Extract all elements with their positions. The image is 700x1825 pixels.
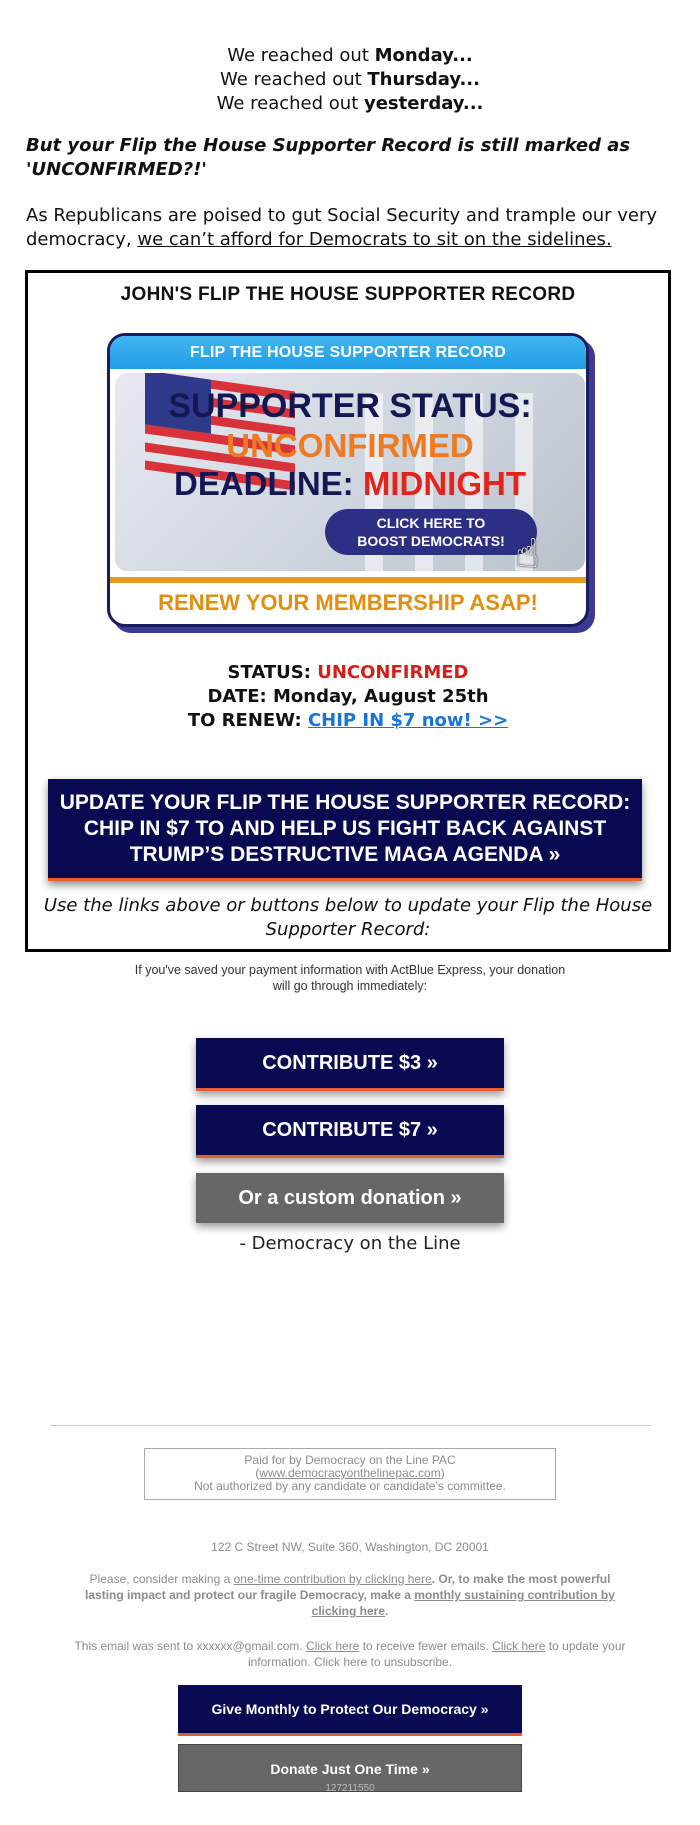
paragraph-underlined: we can’t afford for Democrats to sit on the sidelines. [137,229,612,250]
status-details [28,661,668,733]
express-note-line-1: If you've saved your payment information with ActBlue Express, your donation [134,963,566,977]
email-sent-text [70,1638,630,1670]
paid-for-line: Paid for by Democracy on the Line PAC [244,1453,456,1467]
card-deadline-value: MIDNIGHT [362,465,526,502]
status-label: STATUS: [227,662,318,683]
status-value: UNCONFIRMED [317,662,469,683]
one-time-contribution-link[interactable]: one-time contribution by clicking here [233,1572,432,1586]
record-instructions: Use the links above or buttons below to update your Flip the House Supporter Record: [43,895,653,940]
intro-line-2 [0,68,700,92]
intro-paragraph [26,204,674,252]
intro-line-1 [0,44,700,68]
consider-end: . [385,1604,389,1618]
intro-line-1-prefix: We reached out [227,45,375,66]
update-button-line-3: TRUMP’S DESTRUCTIVE MAGA AGENDA » [129,843,561,866]
paid-for-box [144,1448,556,1500]
paragraph-text: As Republicans are poised to gut Social Security and trample our very democracy, [26,205,658,250]
supporter-record-box [25,270,671,952]
pac-address: 122 C Street NW, Suite 360, Washington, DC 20001 [211,1540,489,1554]
update-button-line-2: CHIP IN $7 TO AND HELP US FIGHT BACK AGAINST [83,817,607,840]
card-deadline-label: DEADLINE: [174,465,363,502]
card-header: FLIP THE HOUSE SUPPORTER RECORD [110,336,586,369]
consider-prefix: Please, consider making a [89,1572,234,1586]
contribute-7-button[interactable]: CONTRIBUTE $7 » [196,1105,504,1158]
email-tracking-code: 127211550 [325,1783,375,1794]
intro-lines [0,44,700,116]
footer-divider [50,1425,650,1426]
express-note-line-2: will go through immediately: [272,979,428,993]
intro-line-3 [0,92,700,116]
pac-website-row: (www.democracyonthelinepac.com) [255,1466,445,1480]
card-unconfirmed-line: UNCONFIRMED [226,427,474,464]
contribute-3-button[interactable]: CONTRIBUTE $3 » [196,1038,504,1091]
sent-middle: to receive fewer emails. [359,1639,493,1653]
intro-line-3-bold: yesterday... [363,93,484,114]
boost-button-line-1: CLICK HERE TO [376,515,486,531]
custom-donation-button[interactable]: Or a custom donation » [196,1173,504,1223]
email-body [0,0,700,252]
update-info-link[interactable]: Click here [492,1639,546,1653]
monthly-contribution-link[interactable]: monthly sustaining contribution by clicking here [311,1588,615,1618]
intro-line-1-bold: Monday... [374,45,473,66]
boost-button-line-2: BOOST DEMOCRATS! [357,533,505,549]
renew-row [28,709,668,733]
actblue-express-note [0,962,700,994]
give-monthly-button[interactable]: Give Monthly to Protect Our Democracy » [178,1685,522,1736]
signature: - Democracy on the Line [239,1233,461,1254]
sent-end: to update your information. Click here to unsubscribe. [247,1639,626,1669]
record-box-title: JOHN'S FLIP THE HOUSE SUPPORTER RECORD [120,284,576,305]
donate-one-time-button[interactable]: Donate Just One Time » [178,1744,522,1792]
pac-website-link[interactable]: www.democracyonthelinepac.com [259,1466,441,1480]
consider-contribution-text [70,1571,630,1619]
date-row: DATE: Monday, August 25th [207,686,489,707]
card-renew-footer: RENEW YOUR MEMBERSHIP ASAP! [158,590,538,615]
card-deadline-line [115,465,585,503]
intro-line-2-prefix: We reached out [220,69,368,90]
card-status-line: SUPPORTER STATUS: [168,387,532,425]
fewer-emails-link[interactable]: Click here [306,1639,360,1653]
sent-prefix: This email was sent to xxxxxx@gmail.com. [74,1639,307,1653]
supporter-status-card[interactable] [107,333,595,633]
update-record-button[interactable] [48,779,642,881]
unconfirmed-alert: But your Flip the House Supporter Record is still marked as 'UNCONFIRMED?!' [26,135,631,180]
pointer-hand-icon: ☝ [515,531,540,571]
card-frame [107,333,589,627]
consider-middle: . Or, to make the most powerful lasting impact and protect our fragile Democracy, make a [85,1572,611,1602]
chip-in-7-link[interactable]: CHIP IN $7 now! >> [307,710,509,731]
intro-line-3-prefix: We reached out [216,93,364,114]
capitol-flag-image [115,373,585,571]
intro-line-2-bold: Thursday... [367,69,480,90]
not-authorized-line: Not authorized by any candidate or candidate's committee. [194,1479,506,1493]
card-divider-bar [110,577,589,583]
boost-democrats-button[interactable] [325,509,537,555]
renew-label: TO RENEW: [187,710,308,731]
update-button-line-1: UPDATE YOUR FLIP THE HOUSE SUPPORTER RECORD: [59,791,631,814]
status-row [28,661,668,685]
